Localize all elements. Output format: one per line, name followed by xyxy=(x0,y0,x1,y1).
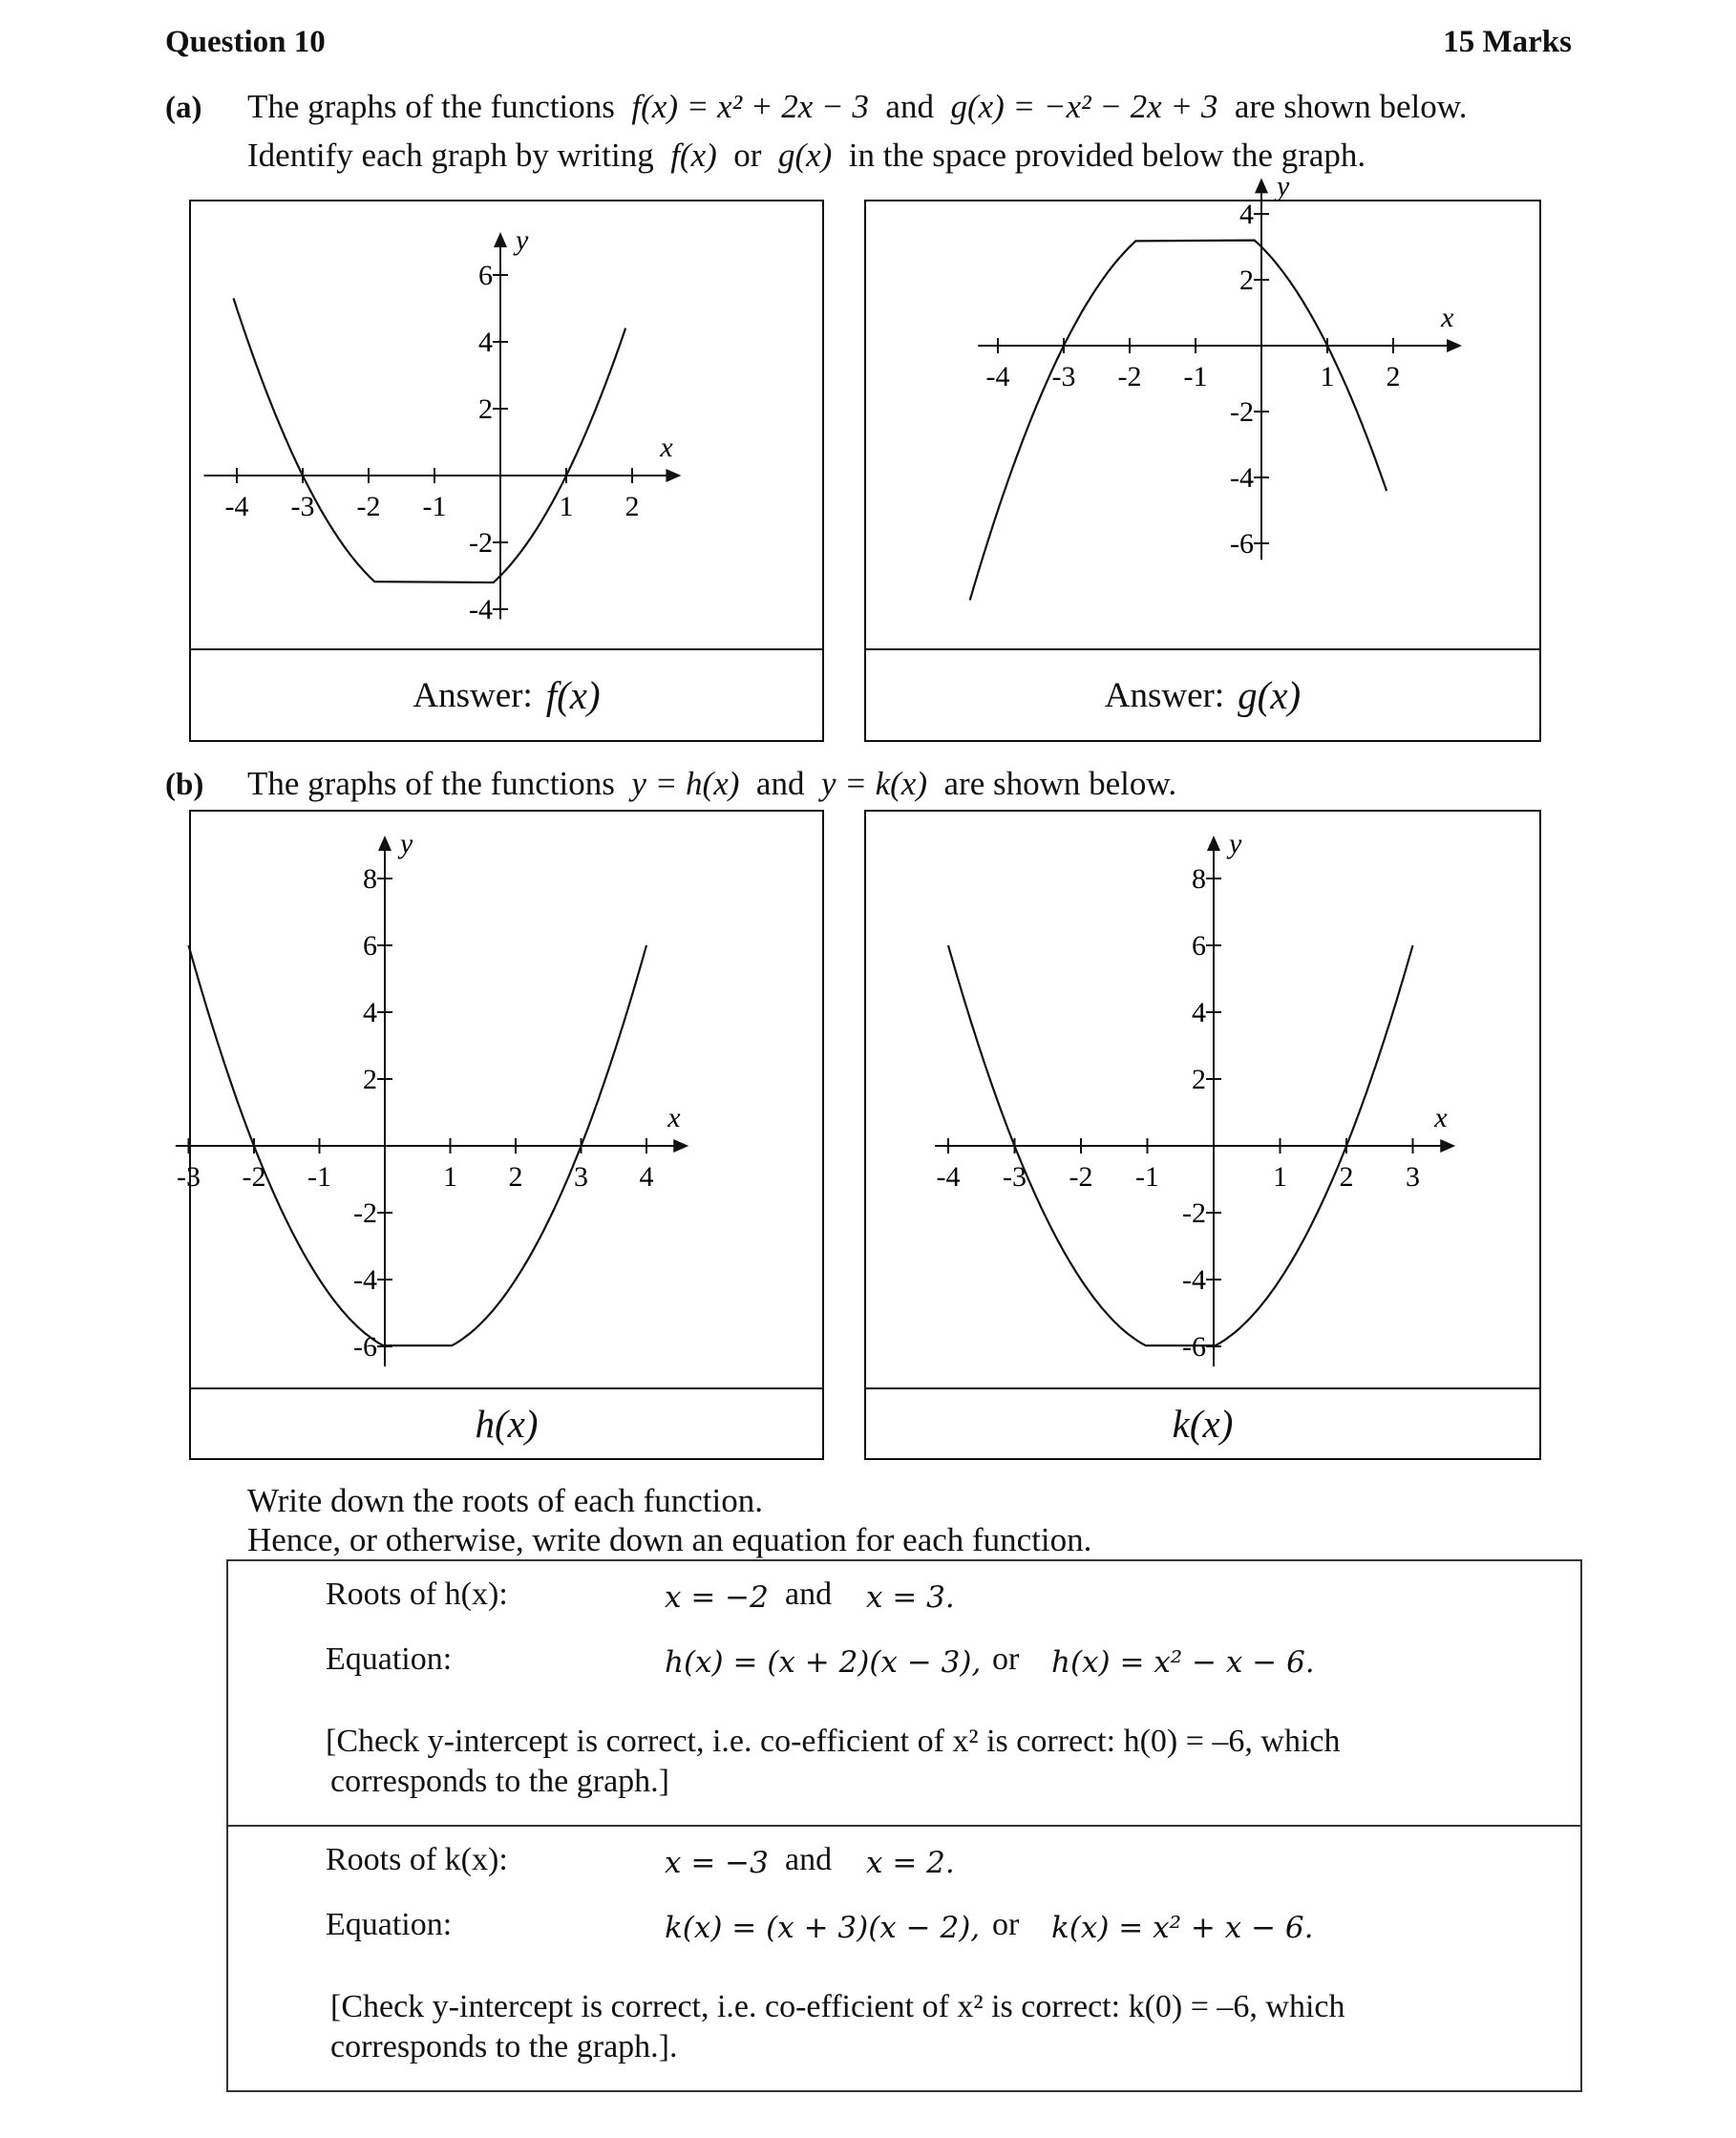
g-definition: g(x) = −x² − 2x + 3 xyxy=(950,88,1218,125)
graph-f xyxy=(191,201,826,650)
instruction-2: Hence, or otherwise, write down an equation for each function. xyxy=(247,1521,1092,1558)
marks-label: 15 Marks xyxy=(1443,25,1572,59)
parabola-curve xyxy=(234,298,626,582)
instruction-1: Write down the roots of each function. xyxy=(247,1482,763,1519)
equation-or-k: or xyxy=(992,1907,1020,1942)
x-tick-label: -3 xyxy=(177,1161,201,1193)
x-tick-label: -3 xyxy=(290,491,315,522)
x-tick-label: -3 xyxy=(1003,1161,1027,1193)
x-axis-arrow-icon xyxy=(1440,1139,1455,1153)
y-axis-arrow-icon xyxy=(378,836,392,851)
y-axis-label: y xyxy=(1229,828,1242,859)
x-tick-label: -3 xyxy=(1051,361,1076,392)
x-tick-label: 1 xyxy=(559,491,574,522)
equation-label-h: Equation: xyxy=(326,1641,453,1677)
root1-k: x = −3 xyxy=(665,1846,769,1880)
answer-f: f(x) xyxy=(545,673,601,717)
y-axis-label: y xyxy=(400,828,413,859)
equation-or-h: or xyxy=(992,1641,1020,1677)
roots-and-k: and xyxy=(785,1842,833,1877)
y-axis-arrow-icon xyxy=(1207,836,1220,851)
part-a-line2: Identify each graph by writing f(x) or g(x) in the space provided below the graph. xyxy=(247,137,1366,174)
x-axis-arrow-icon xyxy=(1447,339,1462,352)
solution-box-h xyxy=(226,1559,1582,1827)
answer-g: g(x) xyxy=(1238,673,1302,717)
x-axis-arrow-icon xyxy=(673,1139,688,1153)
x-tick-label: 3 xyxy=(1406,1161,1420,1193)
y-tick-label: 8 xyxy=(1192,863,1206,895)
check-line2-h: corresponds to the graph.] xyxy=(330,1764,670,1799)
part-a-line1: The graphs of the functions f(x) = x² + 2x − 3 and g(x) = −x² − 2x + 3 are shown below. xyxy=(247,88,1468,125)
y-axis-arrow-icon xyxy=(1255,178,1268,193)
equation2-h: h(x) = x² − x − 6. xyxy=(1051,1645,1315,1680)
x-tick-label: 1 xyxy=(1273,1161,1287,1193)
y-axis-arrow-icon xyxy=(494,232,507,247)
x-tick-label: 1 xyxy=(443,1161,457,1193)
y-tick-label: 4 xyxy=(363,997,377,1028)
y-axis-label: y xyxy=(1277,170,1290,202)
graph-panel-f xyxy=(189,200,824,742)
graph-g xyxy=(866,170,1543,650)
x-tick-label: -4 xyxy=(936,1161,961,1193)
root2-h: x = 3. xyxy=(866,1580,955,1615)
equation-label-k: Equation: xyxy=(326,1907,453,1942)
y-tick-label: -4 xyxy=(1182,1264,1206,1296)
x-tick-label: -1 xyxy=(307,1161,331,1193)
x-tick-label: -1 xyxy=(422,491,447,522)
y-tick-label: -2 xyxy=(1182,1197,1206,1229)
caption-row-k xyxy=(866,1387,1539,1458)
roots-label-k: Roots of k(x): xyxy=(326,1842,508,1877)
x-tick-label: 2 xyxy=(1386,361,1401,392)
f-definition: f(x) = x² + 2x − 3 xyxy=(631,88,869,125)
x-tick-label: -2 xyxy=(242,1161,266,1193)
y-tick-label: 2 xyxy=(1192,1064,1206,1095)
root2-k: x = 2. xyxy=(866,1846,955,1880)
x-tick-label: 2 xyxy=(508,1161,523,1193)
y-tick-label: -6 xyxy=(1182,1331,1206,1363)
x-tick-label: 4 xyxy=(639,1161,654,1193)
part-b-line: The graphs of the functions y = h(x) and y = k(x) are shown below. xyxy=(247,765,1177,802)
x-tick-label: 3 xyxy=(574,1161,588,1193)
x-tick-label: -1 xyxy=(1183,361,1208,392)
y-axis-label: y xyxy=(516,224,529,256)
x-tick-label: -2 xyxy=(1069,1161,1093,1193)
x-tick-label: -1 xyxy=(1135,1161,1159,1193)
x-axis-label: x xyxy=(660,432,673,463)
x-axis-label: x xyxy=(667,1102,681,1133)
x-tick-label: -4 xyxy=(985,361,1010,392)
x-axis-label: x xyxy=(1434,1102,1448,1133)
graph-panel-h xyxy=(177,810,824,1460)
answer-row-f: Answer: f(x) xyxy=(191,648,822,740)
y-tick-label: -2 xyxy=(353,1197,377,1229)
root1-h: x = −2 xyxy=(665,1580,769,1615)
check-line1-k: [Check y-intercept is correct, i.e. co-efficient of x² is correct: k(0) = –6, which xyxy=(330,1989,1345,2024)
y-tick-label: -2 xyxy=(469,527,493,559)
answer-row-g: Answer: g(x) xyxy=(866,648,1539,740)
caption-h: h(x) xyxy=(475,1402,539,1446)
x-tick-label: 1 xyxy=(1320,361,1335,392)
x-tick-label: 2 xyxy=(625,491,640,522)
part-b-label: (b) xyxy=(165,768,204,802)
y-tick-label: 4 xyxy=(1192,997,1206,1028)
parabola-curve xyxy=(970,241,1387,601)
y-tick-label: 4 xyxy=(1239,199,1254,230)
y-tick-label: -2 xyxy=(1230,396,1254,428)
graph-panel-k xyxy=(864,810,1541,1460)
question-title: Question 10 xyxy=(165,25,326,59)
graph-k xyxy=(866,812,1543,1392)
check-line1-h: [Check y-intercept is correct, i.e. co-efficient of x² is correct: h(0) = –6, which xyxy=(326,1724,1341,1759)
y-tick-label: 4 xyxy=(478,327,493,358)
equation1-k: k(x) = (x + 3)(x − 2), xyxy=(665,1911,981,1945)
y-tick-label: -6 xyxy=(1230,528,1254,560)
x-tick-label: -4 xyxy=(224,491,249,522)
caption-row-h xyxy=(191,1387,822,1458)
roots-label-h: Roots of h(x): xyxy=(326,1577,508,1612)
graph-panel-g xyxy=(864,170,1541,742)
check-line2-k: corresponds to the graph.]. xyxy=(330,2029,678,2064)
caption-k: k(x) xyxy=(1172,1402,1234,1446)
y-tick-label: -4 xyxy=(1230,462,1254,494)
x-tick-label: -2 xyxy=(356,491,381,522)
part-a-label: (a) xyxy=(165,91,202,125)
graph-h xyxy=(177,812,826,1392)
roots-and-h: and xyxy=(785,1577,833,1612)
equation2-k: k(x) = x² + x − 6. xyxy=(1051,1911,1314,1945)
x-tick-label: 2 xyxy=(1339,1161,1354,1193)
y-tick-label: 2 xyxy=(1239,265,1254,296)
y-tick-label: -4 xyxy=(469,594,493,625)
equation1-h: h(x) = (x + 2)(x − 3), xyxy=(665,1645,982,1680)
solution-box-k xyxy=(226,1825,1582,2092)
y-tick-label: 6 xyxy=(478,260,493,291)
y-tick-label: -4 xyxy=(353,1264,377,1296)
y-tick-label: 2 xyxy=(363,1064,377,1095)
x-axis-label: x xyxy=(1441,302,1454,333)
y-tick-label: 6 xyxy=(363,930,377,962)
y-tick-label: 2 xyxy=(478,393,493,425)
x-axis-arrow-icon xyxy=(666,469,681,482)
x-tick-label: -2 xyxy=(1117,361,1142,392)
y-tick-label: 6 xyxy=(1192,930,1206,962)
y-tick-label: 8 xyxy=(363,863,377,895)
y-tick-label: -6 xyxy=(353,1331,377,1363)
